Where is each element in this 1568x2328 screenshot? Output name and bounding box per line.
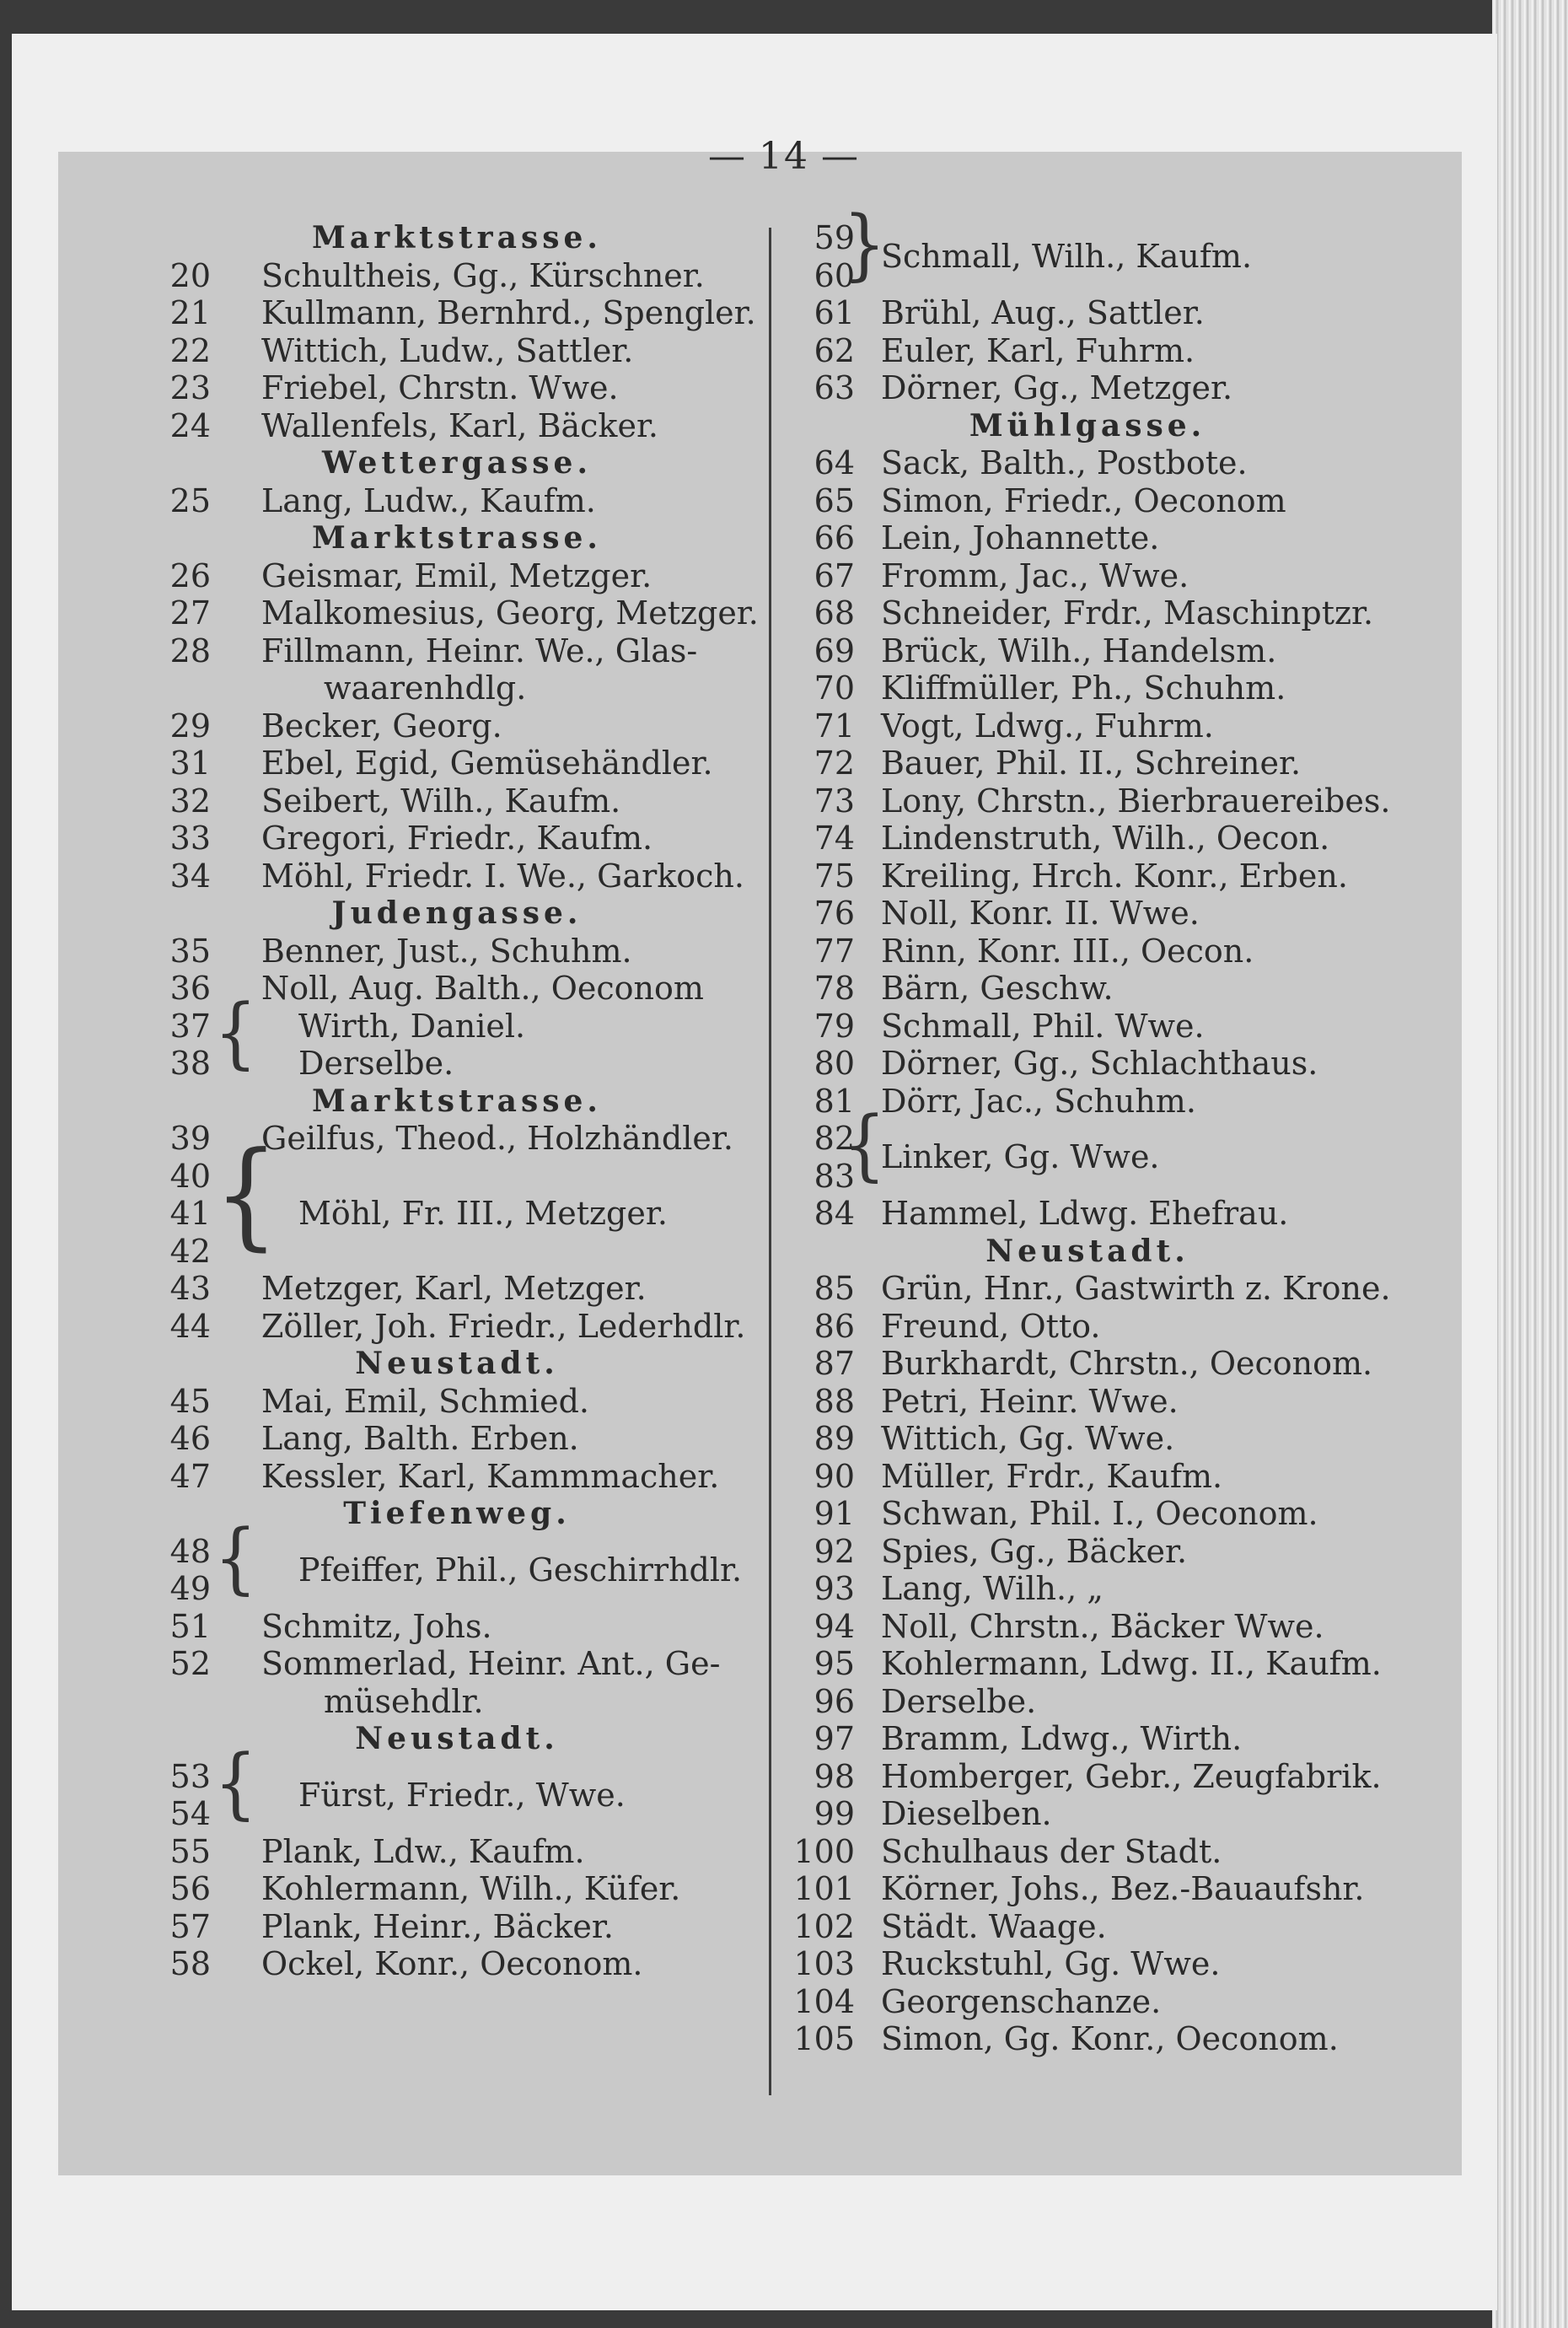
entry-text: Dörner, Gg., Schlachthaus. (881, 1045, 1318, 1082)
directory-entry (169, 1420, 769, 1458)
entry-text: Metzger, Karl, Metzger. (261, 1270, 647, 1307)
house-number: 72 (814, 745, 855, 782)
directory-entry (169, 1307, 769, 1346)
house-number: 79 (814, 1007, 855, 1045)
house-number: 71 (814, 707, 855, 745)
entry-text: Kreiling, Hrch. Konr., Erben. (881, 857, 1348, 895)
house-number: 32 (169, 782, 211, 820)
house-number: 104 (793, 1982, 855, 2020)
page-number-value: 14 (759, 135, 809, 178)
directory-entry (169, 857, 769, 895)
house-number: 36 (169, 970, 211, 1007)
brace-symbol: { (214, 1127, 279, 1262)
entry-text: Schmall, Phil. Wwe. (881, 1007, 1205, 1045)
entry-text: Wirth, Daniel. (298, 1007, 526, 1045)
house-number: 38 (169, 1045, 211, 1082)
directory-entry (814, 1495, 1357, 1533)
entry-text: Bärn, Geschw. (881, 970, 1114, 1007)
entry-text: Geilfus, Theod., Holzhändler. (261, 1120, 733, 1157)
directory-entry (814, 782, 1391, 820)
entry-text: Sommerlad, Heinr. Ant., Ge- (261, 1645, 721, 1682)
house-number: 77 (814, 932, 855, 970)
directory-entry (169, 1457, 769, 1496)
directory-entry (169, 1832, 769, 1871)
house-number: 37 (169, 1007, 211, 1045)
house-number: 60 (814, 256, 855, 294)
entry-text: Brück, Wilh., Handelsm. (881, 632, 1277, 669)
house-number: 44 (169, 1307, 211, 1345)
entry-text: Derselbe. (298, 1045, 454, 1082)
entry-text: Bramm, Ldwg., Wirth. (881, 1720, 1243, 1757)
entry-text: Fillmann, Heinr. We., Glas- (261, 632, 698, 669)
directory-entry (814, 519, 1357, 557)
entry-text: Simon, Gg. Konr., Oeconom. (881, 2020, 1339, 2057)
directory-entry (814, 556, 1357, 595)
house-number: 80 (814, 1045, 855, 1082)
house-number: 96 (814, 1682, 855, 1720)
house-number: 49 (169, 1570, 211, 1607)
house-number: 59 (814, 219, 855, 256)
directory-entry (169, 1645, 769, 1683)
house-number: 40 (169, 1157, 211, 1195)
directory-entry (169, 294, 769, 332)
entry-text: Lindenstruth, Wilh., Oecon. (881, 820, 1330, 857)
house-number: 53 (169, 1757, 211, 1795)
house-number: 69 (814, 632, 855, 669)
left-column (169, 219, 769, 1983)
house-number: 84 (814, 1195, 855, 1232)
entry-text: müsehdlr. (324, 1682, 484, 1720)
street-heading: Tiefenweg. (343, 1496, 571, 1531)
directory-entry (169, 481, 769, 520)
house-number: 95 (814, 1645, 855, 1682)
book-page-edges (1492, 0, 1568, 2328)
directory-entry (169, 632, 769, 670)
street-heading: Wettergasse. (322, 445, 592, 481)
directory-entry (814, 669, 1357, 707)
column-divider (769, 228, 771, 2095)
entry-text: Städt. Waage. (881, 1907, 1107, 1945)
house-number: 82 (814, 1120, 855, 1157)
house-number: 34 (169, 857, 211, 895)
house-number: 76 (814, 895, 855, 932)
directory-entry (169, 1270, 769, 1308)
entry-text: Derselbe. (881, 1682, 1037, 1720)
brace-symbol: { (214, 1737, 257, 1828)
house-number: 20 (169, 256, 211, 294)
entry-text: Fürst, Friedr., Wwe. (298, 1776, 626, 1814)
street-heading: Marktstrasse. (312, 220, 602, 255)
entry-text: Lein, Johannette. (881, 519, 1160, 556)
directory-entry (814, 707, 1357, 745)
entry-text: Burkhardt, Chrstn., Oeconom. (881, 1345, 1373, 1382)
street-heading: Neustadt. (985, 1233, 1189, 1269)
house-number: 99 (814, 1795, 855, 1832)
directory-entry (169, 932, 769, 970)
directory-entry (814, 1045, 1357, 1083)
entry-text: Georgenschanze. (881, 1982, 1162, 2020)
entry-text: Dieselben. (881, 1795, 1052, 1832)
entry-text: Schulhaus der Stadt. (881, 1832, 1222, 1870)
entry-text: Plank, Ldw., Kaufm. (261, 1832, 585, 1870)
house-number: 25 (169, 481, 211, 519)
directory-entry (814, 369, 1357, 407)
street-heading: Marktstrasse. (312, 520, 602, 556)
directory-entry (793, 1982, 1357, 2021)
entry-text: Seibert, Wilh., Kaufm. (261, 782, 621, 820)
directory-entry (169, 1870, 769, 1908)
right-column (793, 198, 1391, 2058)
directory-entry (793, 1907, 1357, 1946)
entry-continuation (196, 669, 769, 707)
directory-entry (169, 556, 769, 595)
entry-text: Bauer, Phil. II., Schreiner. (881, 745, 1302, 782)
entry-text: Möhl, Friedr. I. We., Garkoch. (261, 857, 744, 895)
entry-text: Dörner, Gg., Metzger. (881, 369, 1233, 406)
directory-entry (814, 1682, 1357, 1721)
street-heading: Mühlgasse. (969, 407, 1206, 444)
entry-text: Benner, Just., Schuhm. (261, 932, 632, 970)
directory-entry (814, 331, 1357, 370)
entry-text: Mai, Emil, Schmied. (261, 1382, 589, 1420)
house-number: 101 (793, 1870, 855, 1907)
entry-text: Freund, Otto. (881, 1307, 1101, 1345)
house-number: 41 (169, 1195, 211, 1232)
directory-entry (169, 1382, 769, 1421)
directory-entry (814, 857, 1357, 895)
street-heading: Neustadt. (355, 1721, 559, 1756)
directory-entry (169, 1945, 769, 1983)
house-number: 78 (814, 970, 855, 1007)
entry-text: Dörr, Jac., Schuhm. (881, 1082, 1196, 1120)
house-number: 24 (169, 406, 211, 444)
house-number: 86 (814, 1307, 855, 1345)
entry-text: Euler, Karl, Fuhrm. (881, 331, 1195, 369)
house-number: 74 (814, 820, 855, 857)
house-number: 45 (169, 1382, 211, 1420)
directory-entry (169, 1907, 769, 1946)
entry-continuation (196, 1683, 769, 1721)
entry-text: Hammel, Ldwg. Ehefrau. (881, 1195, 1289, 1232)
directory-entry (169, 1120, 769, 1158)
entry-text: Ebel, Egid, Gemüsehändler. (261, 745, 713, 782)
entry-text: Müller, Frdr., Kaufm. (881, 1457, 1223, 1495)
house-number: 33 (169, 820, 211, 857)
house-number: 63 (814, 369, 855, 406)
entry-text: Noll, Aug. Balth., Oeconom (261, 970, 704, 1007)
brace-symbol: { (214, 1512, 257, 1603)
directory-entry (793, 1945, 1357, 1983)
directory-entry (814, 1382, 1357, 1421)
house-number: 26 (169, 556, 211, 594)
house-number: 81 (814, 1082, 855, 1120)
house-number: 57 (169, 1907, 211, 1945)
house-number: 22 (169, 331, 211, 369)
house-number: 75 (814, 857, 855, 895)
house-number: 102 (793, 1907, 855, 1945)
directory-entry (814, 1420, 1357, 1458)
house-number: 42 (169, 1232, 211, 1270)
house-number: 58 (169, 1945, 211, 1982)
house-number: 28 (169, 632, 211, 669)
entry-text: Vogt, Ldwg., Fuhrm. (881, 707, 1214, 745)
directory-entry (814, 1307, 1357, 1346)
entry-text: Möhl, Fr. III., Metzger. (298, 1195, 668, 1232)
house-number: 94 (814, 1607, 855, 1645)
house-number: 70 (814, 669, 855, 707)
house-number: 21 (169, 294, 211, 331)
house-number: 85 (814, 1270, 855, 1307)
entry-text: Fromm, Jac., Wwe. (881, 556, 1189, 594)
brace-symbol: } (843, 198, 886, 289)
directory-entry (814, 932, 1357, 970)
brace-symbol: { (214, 987, 257, 1078)
directory-entry (814, 444, 1357, 482)
house-number: 54 (169, 1795, 211, 1832)
directory-entry (793, 1832, 1357, 1871)
directory-entry (169, 1607, 769, 1646)
directory-entry (814, 1720, 1357, 1758)
directory-entry (814, 1082, 1357, 1121)
directory-entry (814, 594, 1374, 632)
street-heading: Marktstrasse. (312, 1083, 602, 1119)
entry-text: Lang, Balth. Erben. (261, 1420, 579, 1457)
entry-text: Kliffmüller, Ph., Schuhm. (881, 669, 1286, 707)
directory-entry (814, 745, 1357, 782)
directory-entry (814, 294, 1357, 332)
house-number: 62 (814, 331, 855, 369)
house-number: 43 (169, 1270, 211, 1307)
directory-entry (793, 2020, 1357, 2058)
directory-entry (814, 1345, 1373, 1383)
entry-text: Körner, Johs., Bez.-Bauaufshr. (881, 1870, 1365, 1907)
brace-symbol: { (843, 1099, 886, 1190)
entry-text: Ockel, Konr., Oeconom. (261, 1945, 643, 1982)
group-number-line (169, 1232, 769, 1271)
house-number: 87 (814, 1345, 855, 1382)
entry-text: Homberger, Gebr., Zeugfabrik. (881, 1757, 1382, 1795)
entry-text: Plank, Heinr., Bäcker. (261, 1907, 614, 1945)
entry-text: Kohlermann, Ldwg. II., Kaufm. (881, 1645, 1382, 1682)
house-number: 97 (814, 1720, 855, 1757)
directory-entry (814, 1795, 1357, 1833)
directory-entry (814, 1570, 1357, 1608)
house-number: 51 (169, 1607, 211, 1645)
house-number: 39 (169, 1120, 211, 1157)
house-number: 52 (169, 1645, 211, 1682)
directory-entry (169, 820, 769, 858)
entry-text: Kessler, Karl, Kammmacher. (261, 1457, 720, 1495)
entry-text: Spies, Gg., Bäcker. (881, 1532, 1188, 1570)
house-number: 73 (814, 782, 855, 820)
house-number: 64 (814, 444, 855, 481)
entry-text: Ruckstuhl, Gg. Wwe. (881, 1945, 1221, 1982)
directory-entry (814, 1645, 1382, 1683)
entry-text: Schneider, Frdr., Maschinptzr. (881, 594, 1374, 632)
entry-text: Grün, Hnr., Gastwirth z. Krone. (881, 1270, 1391, 1307)
entry-text: Schmall, Wilh., Kaufm. (881, 238, 1253, 276)
directory-entry (814, 1270, 1391, 1308)
entry-text: Linker, Gg. Wwe. (881, 1138, 1160, 1176)
directory-entry (814, 1757, 1382, 1796)
entry-text: Schultheis, Gg., Kürschner. (261, 256, 705, 294)
entry-text: Petri, Heinr. Wwe. (881, 1382, 1179, 1420)
page-number: — 14 — (708, 135, 860, 178)
directory-entry (169, 782, 769, 820)
house-number: 93 (814, 1570, 855, 1607)
entry-text: Wittich, Ludw., Sattler. (261, 331, 634, 369)
house-number: 98 (814, 1757, 855, 1795)
directory-entry (814, 632, 1357, 670)
house-number: 31 (169, 745, 211, 782)
entry-text: Malkomesius, Georg, Metzger. (261, 594, 759, 632)
entry-text: Kullmann, Bernhrd., Spengler. (261, 294, 756, 331)
house-number: 91 (814, 1495, 855, 1532)
entry-text: Wallenfels, Karl, Bäcker. (261, 406, 659, 444)
entry-text: Schwan, Phil. I., Oeconom. (881, 1495, 1318, 1532)
directory-entry (169, 970, 769, 1008)
directory-entry (814, 1532, 1357, 1571)
house-number: 100 (793, 1832, 855, 1870)
directory-entry (169, 707, 769, 745)
group-number-line (169, 1157, 769, 1196)
house-number: 27 (169, 594, 211, 632)
house-number: 46 (169, 1420, 211, 1457)
house-number: 89 (814, 1420, 855, 1457)
house-number: 103 (793, 1945, 855, 1982)
house-number: 92 (814, 1532, 855, 1570)
directory-entry (814, 895, 1357, 933)
entry-text: Friebel, Chrstn. Wwe. (261, 369, 619, 406)
directory-entry (814, 970, 1357, 1008)
entry-text: Becker, Georg. (261, 707, 502, 745)
entry-text: Kohlermann, Wilh., Küfer. (261, 1870, 681, 1907)
entry-text: Wittich, Gg. Wwe. (881, 1420, 1175, 1457)
house-number: 105 (793, 2020, 855, 2057)
entry-text: Zöller, Joh. Friedr., Lederhdlr. (261, 1307, 746, 1345)
entry-text: Gregori, Friedr., Kaufm. (261, 820, 653, 857)
house-number: 47 (169, 1457, 211, 1495)
entry-text: Lang, Ludw., Kaufm. (261, 481, 596, 519)
entry-text: Brühl, Aug., Sattler. (881, 294, 1205, 331)
house-number: 29 (169, 707, 211, 745)
entry-text: Simon, Friedr., Oeconom (881, 481, 1286, 519)
house-number: 67 (814, 556, 855, 594)
directory-entry (169, 406, 769, 445)
grouped-entry (814, 198, 1357, 294)
house-number: 66 (814, 519, 855, 556)
house-number: 83 (814, 1157, 855, 1195)
directory-entry (814, 1007, 1357, 1046)
entry-text: Schmitz, Johs. (261, 1607, 492, 1645)
entry-text: Noll, Konr. II. Wwe. (881, 895, 1200, 932)
entry-text: Pfeiffer, Phil., Geschirrhdlr. (298, 1551, 743, 1589)
house-number: 56 (169, 1870, 211, 1907)
directory-entry (169, 331, 769, 370)
house-number: 61 (814, 294, 855, 331)
directory-entry (814, 1457, 1357, 1496)
entry-text: Lony, Chrstn., Bierbrauereibes. (881, 782, 1391, 820)
entry-text: Geismar, Emil, Metzger. (261, 556, 652, 594)
house-number: 88 (814, 1382, 855, 1420)
directory-entry (814, 1607, 1357, 1646)
directory-entry (169, 256, 769, 295)
house-number: 68 (814, 594, 855, 632)
street-heading: Neustadt. (355, 1346, 559, 1381)
directory-entry (169, 594, 769, 632)
house-number: 48 (169, 1532, 211, 1570)
house-number: 23 (169, 369, 211, 406)
entry-text: Noll, Chrstn., Bäcker Wwe. (881, 1607, 1324, 1645)
directory-entry (814, 820, 1357, 858)
house-number: 35 (169, 932, 211, 970)
street-heading: Judengasse. (331, 895, 583, 931)
house-number: 65 (814, 481, 855, 519)
directory-entry (814, 481, 1357, 520)
group-number-line (169, 1045, 769, 1083)
directory-entry (814, 1195, 1357, 1233)
house-number: 90 (814, 1457, 855, 1495)
directory-entry (169, 369, 769, 407)
directory-entry (793, 1870, 1365, 1908)
entry-text: Rinn, Konr. III., Oecon. (881, 932, 1254, 970)
directory-entry (169, 745, 769, 782)
entry-text: Sack, Balth., Postbote. (881, 444, 1248, 481)
entry-text: Lang, Wilh., „ (881, 1570, 1104, 1607)
house-number: 55 (169, 1832, 211, 1870)
entry-text: waarenhdlg. (324, 669, 527, 707)
